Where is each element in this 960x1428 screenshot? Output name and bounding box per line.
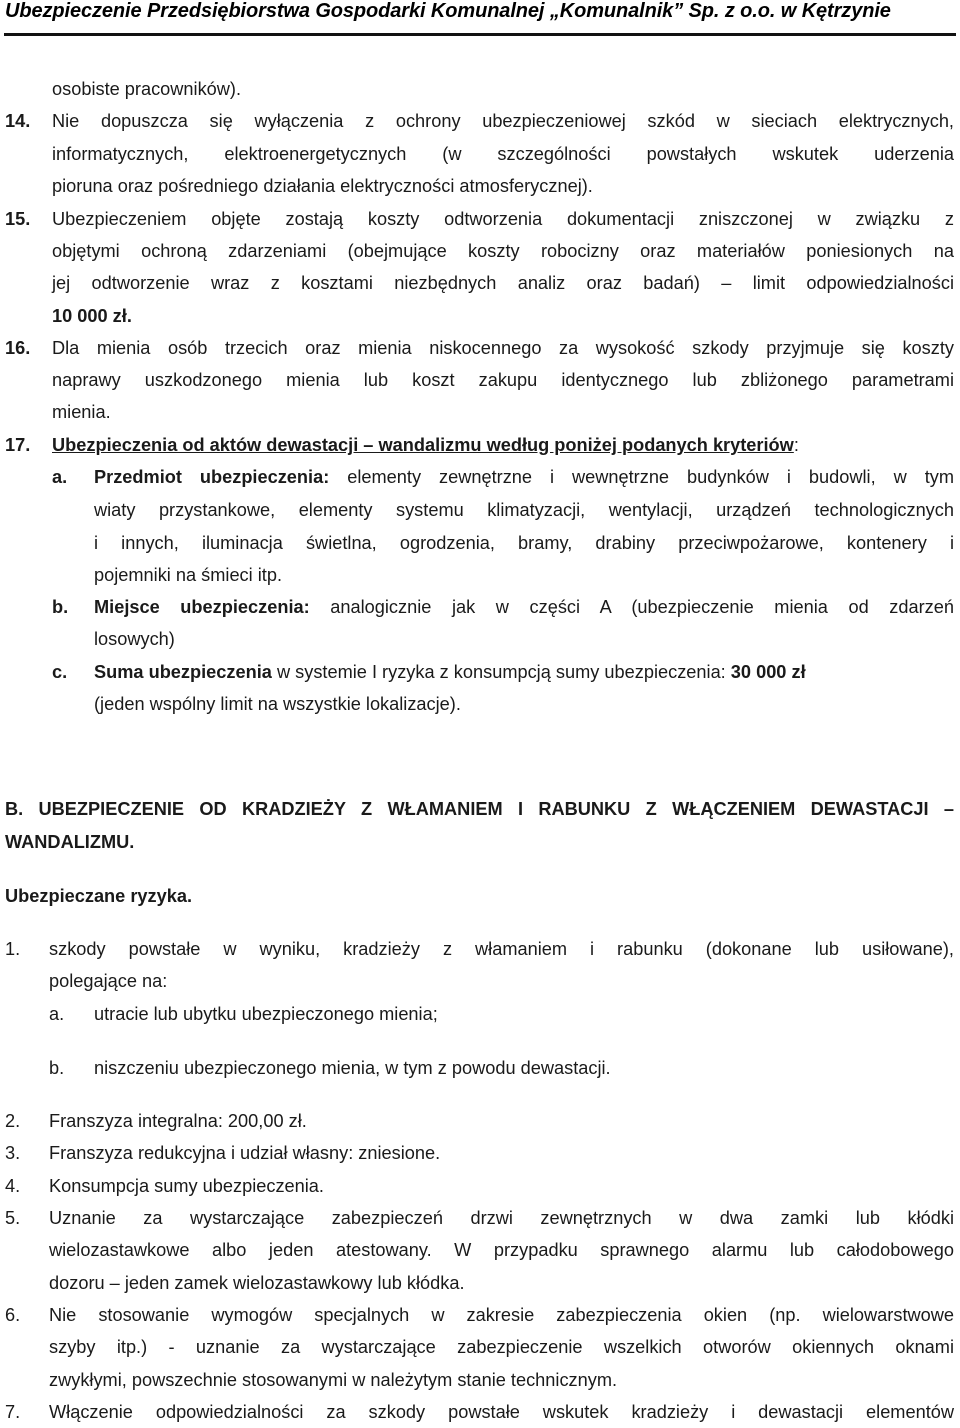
section-b-heading-line-2: WANDALIZMU. — [5, 832, 135, 852]
item-17b-bold: Miejsce ubezpieczenia: — [94, 597, 310, 617]
b-item-2-number: 2. — [5, 1111, 21, 1131]
b-item-3-text: Franszyza redukcyjna i udział własny: zniesione. — [49, 1143, 441, 1163]
item-17a-line-2: wiaty przystankowe, elementy systemu klimatyzacji, wentylacji, urządzeń technologicznych — [94, 500, 954, 520]
item-17a-line-3: i innych, iluminacja świetlna, ogrodzenia, bramy, drabiny przeciwpożarowe, kontenery i — [94, 533, 954, 553]
item-14-number: 14. — [5, 111, 31, 131]
b-item-6-line-2: szyby itp.) - uznanie za wystarczające zabezpieczenie wszelkich otworów okiennych oknami — [49, 1337, 954, 1357]
section-b-heading-line-1: B. UBEZPIECZENIE OD KRADZIEŻY Z WŁAMANIEM I RABUNKU Z WŁĄCZENIEM DEWASTACJI – — [5, 799, 954, 819]
b-item-5-number: 5. — [5, 1208, 21, 1228]
b-item-4-text: Konsumpcja sumy ubezpieczenia. — [49, 1176, 324, 1196]
item-17b-line-2: losowych) — [94, 629, 175, 649]
intro-text: osobiste pracowników). — [52, 79, 242, 99]
item-17c-label: c. — [52, 662, 68, 682]
header-divider — [4, 33, 956, 36]
item-15-limit: 10 000 zł. — [52, 306, 132, 326]
b-item-4-number: 4. — [5, 1176, 21, 1196]
b-item-1-line-1: szkody powstałe w wyniku, kradzieży z włamaniem i rabunku (dokonane lub usiłowane), — [49, 939, 954, 959]
item-17b-line-1 — [94, 595, 954, 619]
item-17c-line-2: (jeden wspólny limit na wszystkie lokalizacje). — [94, 694, 461, 714]
item-17a-line-4: pojemniki na śmieci itp. — [94, 565, 283, 585]
b-item-6-line-3: zwykłymi, powszechnie stosowanymi w należytym stanie technicznym. — [49, 1370, 618, 1390]
item-17c-bold: Suma ubezpieczenia — [94, 662, 272, 682]
item-16-line-3: mienia. — [52, 402, 111, 422]
item-16-number: 16. — [5, 338, 31, 358]
item-17-heading-text: Ubezpieczenia od aktów dewastacji – wandalizmu według poniżej podanych kryteriów — [52, 435, 794, 455]
item-17a-bold: Przedmiot ubezpieczenia: — [94, 467, 330, 487]
b-item-3-number: 3. — [5, 1143, 21, 1163]
item-15-line-3: jej odtworzenie wraz z kosztami niezbędnych analiz oraz badań) – limit odpowiedzialności — [52, 273, 954, 293]
b-item-6-number: 6. — [5, 1305, 21, 1325]
b-item-2-text: Franszyza integralna: 200,00 zł. — [49, 1111, 307, 1131]
section-b-subheading: Ubezpieczane ryzyka. — [5, 886, 193, 906]
b-item-1a-text: utracie lub ubytku ubezpieczonego mienia; — [94, 1004, 438, 1024]
item-17c-amount: 30 000 zł — [730, 662, 806, 682]
b-item-6-line-1: Nie stosowanie wymogów specjalnych w zakresie zabezpieczenia okien (np. wielowarstwowe — [49, 1305, 954, 1325]
item-15-number: 15. — [5, 209, 31, 229]
b-item-1b-text: niszczeniu ubezpieczonego mienia, w tym z powodu dewastacji. — [94, 1058, 611, 1078]
item-14-line-2: informatycznych, elektroenergetycznych (w szczególności powstałych wskutek uderzenia — [52, 144, 954, 164]
b-item-1-line-2: polegające na: — [49, 971, 168, 991]
b-item-7-line-1: Włączenie odpowiedzialności za szkody powstałe wskutek kradzieży i dewastacji elementów — [49, 1402, 954, 1422]
b-item-1a-label: a. — [49, 1004, 65, 1024]
item-15-line-2: objętymi ochroną zdarzeniami (obejmujące koszty robocizny oraz materiałów poniesionych na — [52, 241, 954, 261]
header-title: Ubezpieczenie Przedsiębiorstwa Gospodarki Komunalnej „Komunalnik” Sp. z o.o. w Kętrzynie — [5, 0, 891, 22]
item-17a-line-1 — [94, 465, 954, 489]
document-header — [0, 0, 960, 30]
item-17a-text: elementy zewnętrzne i wewnętrzne budynków i budowli, w tym — [329, 467, 955, 487]
item-17c-text: w systemie I ryzyka z konsumpcją sumy ubezpieczenia: — [271, 662, 731, 682]
item-17-heading — [52, 433, 799, 457]
item-17b-label: b. — [52, 597, 69, 617]
b-item-5-line-2: wielozastawkowe albo jeden atestowany. W przypadku sprawnego alarmu lub całodobowego — [49, 1240, 954, 1260]
item-17-number: 17. — [5, 435, 31, 455]
item-14-line-3: pioruna oraz pośredniego działania elektryczności atmosferycznej). — [52, 176, 593, 196]
item-17-heading-colon: : — [793, 435, 799, 455]
item-15-line-1: Ubezpieczeniem objęte zostają koszty odtworzenia dokumentacji zniszczonej w związku z — [52, 209, 954, 229]
b-item-5-line-3: dozoru – jeden zamek wielozastawkowy lub kłódka. — [49, 1273, 465, 1293]
item-16-line-2: naprawy uszkodzonego mienia lub koszt zakupu identycznego lub zbliżonego parametrami — [52, 370, 954, 390]
b-item-1b-label: b. — [49, 1058, 65, 1078]
item-14-line-1: Nie dopuszcza się wyłączenia z ochrony ubezpieczeniowej szkód w sieciach elektrycznych, — [52, 111, 954, 131]
item-17c-line-1 — [94, 660, 806, 684]
b-item-1-number: 1. — [5, 939, 21, 959]
item-17b-text: analogicznie jak w części A (ubezpieczenie mienia od zdarzeń — [309, 597, 954, 617]
item-16-line-1: Dla mienia osób trzecich oraz mienia niskocennego za wysokość szkody przyjmuje się koszty — [52, 338, 954, 358]
b-item-7-number: 7. — [5, 1402, 21, 1422]
b-item-5-line-1: Uznanie za wystarczające zabezpieczeń drzwi zewnętrznych w dwa zamki lub kłódki — [49, 1208, 954, 1228]
item-17a-label: a. — [52, 467, 68, 487]
